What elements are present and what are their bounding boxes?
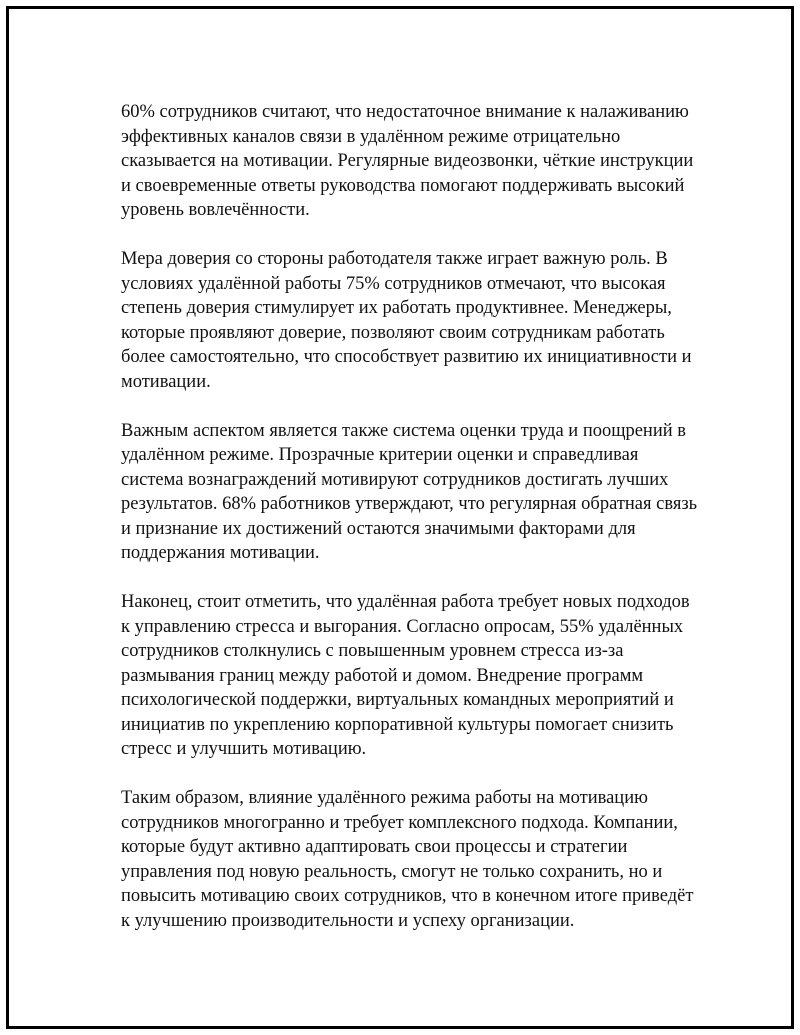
paragraph-trust: Мера доверия со стороны работодателя также играет важную роль. В условиях удалённой работы 75% сотрудников отмечают, что высокая степень доверия стимулирует их работать продуктивнее. Менеджеры, которые проявляют доверие, позволяют своим сотрудникам работать более самостоятельно, что способствует развитию их инициативности и мотивации.	[121, 249, 692, 392]
paragraph-communication: 60% сотрудников считают, что недостаточное внимание к налаживанию эффективных каналов связи в удалённом режиме отрицательно сказывается на мотивации. Регулярные видеозвонки, чёткие инструкции и своевременные ответы руководства помогают поддерживать высокий уровень вовлечённости.	[121, 102, 694, 220]
document-body	[121, 100, 701, 933]
paragraph-stress: Наконец, стоит отметить, что удалённая работа требует новых подходов к управлению стресса и выгорания. Согласно опросам, 55% удалённых сотрудников столкнулись с повышенным уровнем стресса из-за размывания границ между работой и домом. Внедрение программ психологической поддержки, виртуальных командных мероприятий и инициатив по укреплению корпоративной культуры помогает снизить стресс и улучшить мотивацию.	[121, 592, 690, 759]
paragraph-evaluation: Важным аспектом является также система оценки труда и поощрений в удалённом режиме. Прозрачные критерии оценки и справедливая система вознаграждений мотивируют сотрудников достигать лучших результатов. 68% работников утверждают, что регулярная обратная связь и признание их достижений остаются значимыми факторами для поддержания мотивации.	[121, 420, 698, 563]
paragraph-conclusion: Таким образом, влияние удалённого режима работы на мотивацию сотрудников многогранно и требует комплексного подхода. Компании, которые будут активно адаптировать свои процессы и стратегии управления под новую реальность, смогут не только сохранить, но и повысить мотивацию своих сотрудников, что в конечном итоге приведёт к улучшению производительности и успеху организации.	[121, 788, 694, 931]
page-frame	[6, 6, 794, 1029]
